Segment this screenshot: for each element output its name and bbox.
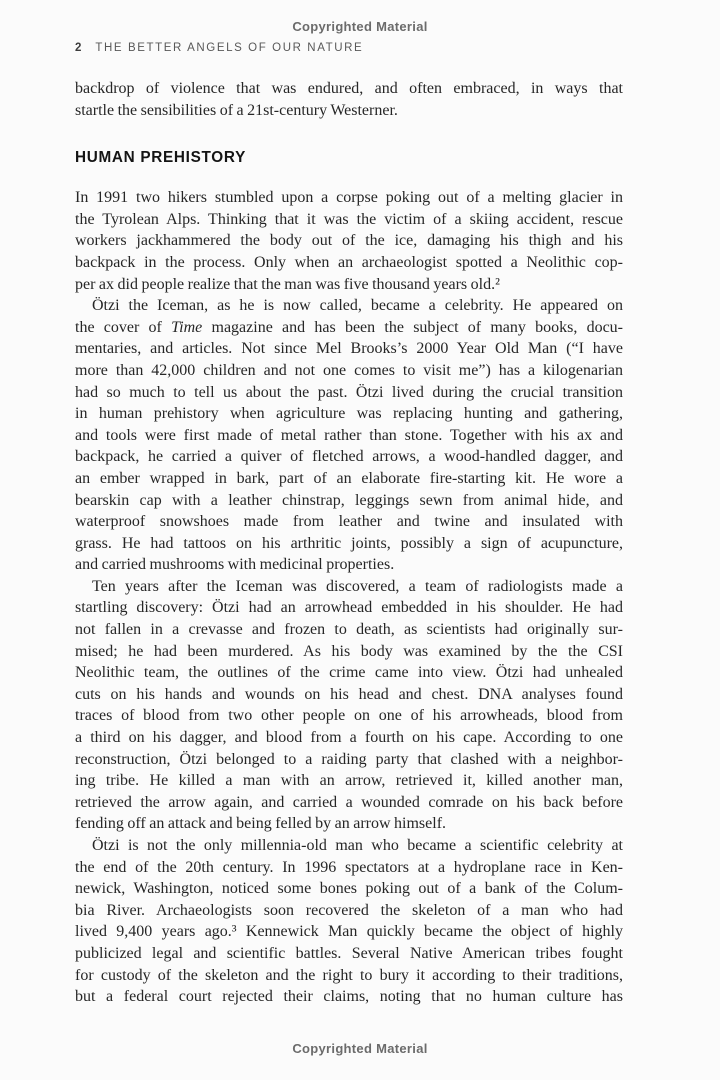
text-line: traces of blood from two other people on one of his arrowheads, blood from bbox=[75, 707, 623, 725]
text-line: backdrop of violence that was endured, and often embraced, in ways that bbox=[75, 80, 623, 97]
paragraph bbox=[75, 78, 623, 121]
page-content bbox=[75, 78, 623, 1008]
text-line: had so much to tell us about the past. Ötzi lived during the crucial transition bbox=[75, 383, 623, 401]
running-title: THE BETTER ANGELS OF OUR NATURE bbox=[95, 42, 364, 54]
text-line: reconstruction, Ötzi belonged to a raiding party that clashed with a neighbor- bbox=[75, 750, 623, 768]
text-line: Ten years after the Iceman was discovered, a team of radiologists made a bbox=[92, 577, 623, 595]
section-paragraphs bbox=[75, 187, 623, 1008]
italic-text: Time bbox=[171, 318, 203, 336]
text-line: in human prehistory when agriculture was replacing hunting and gathering, bbox=[75, 405, 623, 423]
text-line: the Tyrolean Alps. Thinking that it was the victim of a skiing accident, rescue bbox=[75, 210, 623, 228]
running-header bbox=[75, 42, 720, 54]
text-line: publicized legal and scientific battles. Several Native American tribes fought bbox=[75, 944, 623, 962]
copyright-notice-top: Copyrighted Material bbox=[292, 19, 428, 34]
text-line: retrieved the arrow again, and carried a wounded comrade on his back before bbox=[75, 793, 623, 811]
text-line: newick, Washington, noticed some bones poking out of a bank of the Colum- bbox=[75, 880, 623, 898]
text-line: Ötzi is not the only millennia-old man who became a scientific celebrity at bbox=[92, 837, 623, 854]
text-line: the cover of Time magazine and has been the subject of many books, docu- bbox=[75, 318, 623, 336]
text-line: but a federal court rejected their claims, noting that no human culture has bbox=[75, 988, 623, 1006]
text-line: workers jackhammered the body out of the ice, damaging his thigh and his bbox=[75, 232, 623, 250]
page-number: 2 bbox=[75, 42, 82, 54]
paragraph bbox=[75, 187, 623, 295]
text-line: the end of the 20th century. In 1996 spectators at a hydroplane race in Ken- bbox=[75, 858, 623, 876]
paragraph bbox=[75, 835, 623, 1008]
text-line: for custody of the skeleton and the right to bury it according to their traditions, bbox=[75, 966, 623, 984]
intro-paragraph-container bbox=[75, 78, 623, 121]
text-line: backpack, he carried a quiver of fletched arrows, a wood-handled dagger, and bbox=[75, 448, 623, 466]
text-line: mentaries, and articles. Not since Mel Brooks’s 2000 Year Old Man (“I have bbox=[75, 340, 623, 358]
text-line: an ember wrapped in bark, part of an elaborate fire-starting kit. He wore a bbox=[75, 469, 623, 487]
text-line: bia River. Archaeologists soon recovered the skeleton of a man who had bbox=[75, 901, 623, 919]
text-line: fending off an attack and being felled by an arrow himself. bbox=[75, 815, 447, 833]
text-line: lived 9,400 years ago.³ Kennewick Man quickly became the object of highly bbox=[75, 923, 623, 941]
text-line: backpack in the process. Only when an archaeologist spotted a Neolithic cop- bbox=[75, 253, 623, 271]
copyright-notice-bottom: Copyrighted Material bbox=[292, 1041, 428, 1056]
text-line: bearskin cap with a leather chinstrap, leggings sewn from animal hide, and bbox=[75, 491, 623, 509]
text-line: startling discovery: Ötzi had an arrowhead embedded in his shoulder. He had bbox=[75, 599, 623, 617]
text-line: Ötzi the Iceman, as he is now called, became a celebrity. He appeared on bbox=[92, 297, 623, 315]
text-line: mised; he had been murdered. As his body was examined by the the CSI bbox=[75, 642, 623, 660]
paragraph bbox=[75, 576, 623, 835]
text-line: per ax did people realize that the man was five thousand years old.² bbox=[75, 275, 500, 293]
text-line: Neolithic team, the outlines of the crime came into view. Ötzi had unhealed bbox=[75, 664, 623, 682]
text-line: ing tribe. He killed a man with an arrow, retrieved it, killed another man, bbox=[75, 772, 623, 790]
paragraph bbox=[75, 295, 623, 576]
text-line: not fallen in a crevasse and frozen to death, as scientists had originally sur- bbox=[75, 621, 623, 639]
text-line: startle the sensibilities of a 21st-century Westerner. bbox=[75, 101, 398, 119]
text-line: In 1991 two hikers stumbled upon a corpse poking out of a melting glacier in bbox=[75, 189, 623, 207]
text-line: waterproof snowshoes made from leather and twine and insulated with bbox=[75, 513, 623, 531]
text-line: more than 42,000 children and not one comes to visit me”) has a kilogenarian bbox=[75, 361, 623, 379]
text-line: and carried mushrooms with medicinal properties. bbox=[75, 556, 395, 574]
text-line: grass. He had tattoos on his arthritic joints, possibly a sign of acupuncture, bbox=[75, 534, 623, 552]
text-line: and tools were first made of metal rather than stone. Together with his ax and bbox=[75, 426, 623, 444]
text-line: cuts on his hands and wounds on his head and chest. DNA analyses found bbox=[75, 685, 623, 703]
text-line: a third on his dagger, and blood from a fourth on his cape. According to one bbox=[75, 729, 623, 747]
section-heading: HUMAN PREHISTORY bbox=[75, 149, 246, 167]
